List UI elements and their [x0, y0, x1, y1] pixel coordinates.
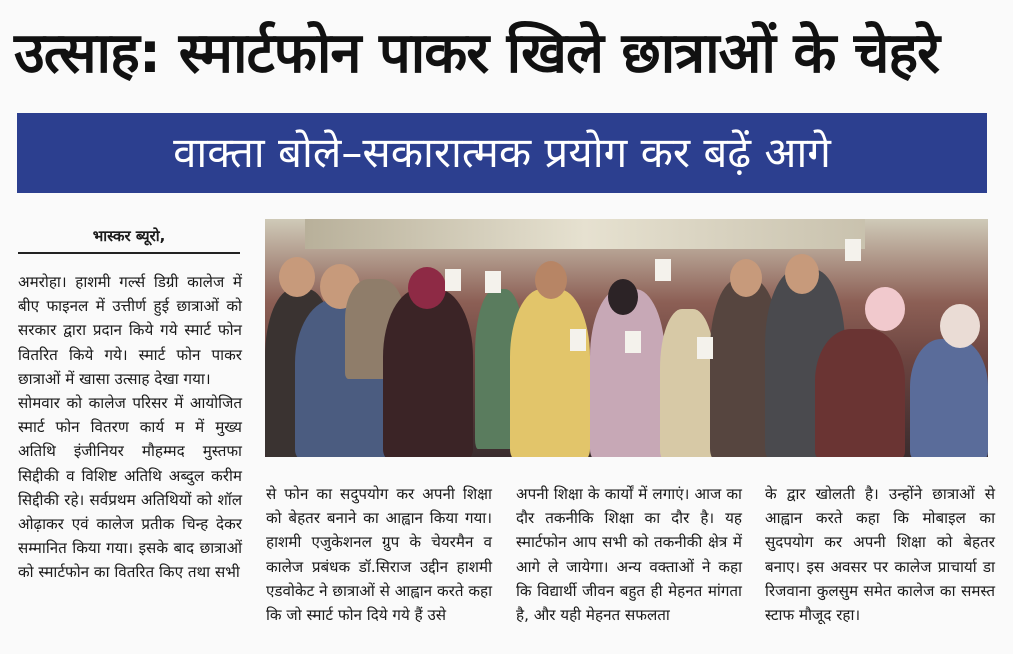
article-column-3: अपनी शिक्षा के कार्यों में लगाएं। आज का दौर तकनीकि शिक्षा का दौर है। यह स्मार्टफोन आप सभी को तकनीकी क्षेत्र में आगे ले जायेगा। अन्य वक्ताओं ने कहा कि विद्यार्थी जीवन बहुत ही मेहनत मांगता है, और यही मेहनत सफलता [516, 485, 742, 625]
paragraph-2: सोमवार को कालेज परिसर में आयोजित स्मार्ट फोन वितरण कार्य म में मुख्य अतिथि इंजीनियर मौहम्मद मुस्तफा सिद्दीकी व विशिष्ट अतिथि अब्दुल करीम सिद्दीकी रहे। सर्वप्रथम अतिथियों को शॉल ओढ़ाकर एवं कालेज प्रतीक चिन्ह देकर सम्मानित किया गया। इसके बाद छात्राओं को स्मार्टफोन का वितरित किए तथा सभी [18, 394, 242, 582]
byline: भास्कर ब्यूरो, [18, 224, 240, 254]
headline: उत्साह: स्मार्टफोन पाकर खिले छात्राओं के चेहरे [14, 21, 940, 86]
paragraph-1: अमरोहा। हाशमी गर्ल्स डिग्री कालेज में बीए फाइनल में उत्तीर्ण हुई छात्राओं को सरकार द्वारा प्रदान किये गये स्मार्ट फोन वितरित किये गये। स्मार्ट फोन पाकर छात्राओं में खासा उत्साह देखा गया। [18, 273, 242, 388]
article-column-4: के द्वार खोलती है। उन्होंने छात्राओं से आह्वान करते कहा कि मोबाइल का सुदपयोग कर अपनी शिक्षा को बेहतर बनाए। इस अवसर पर कालेज प्राचार्या डा रिजवाना कुलसुम समेत कालेज का समस्त स्टाफ मौजूद रहा। [765, 485, 995, 625]
article-column-2: से फोन का सदुपयोग कर अपनी शिक्षा को बेहतर बनाने का आह्वान किया गया। हाशमी एजुकेशनल ग्रुप के चेयरमैन व कालेज प्रबंधक डॉ.सिराज उद्दीन हाशमी एडवोकेट ने छात्राओं से आह्वान करते कहा कि जो स्मार्ट फोन दिये गये हैं उसे [266, 485, 492, 625]
subheadline-banner: वाक्ता बोले–सकारात्मक प्रयोग कर बढ़ें आगे [17, 113, 987, 193]
photo-backdrop-banner [305, 219, 865, 249]
news-photo [265, 219, 988, 457]
article-column-1 [18, 270, 242, 585]
